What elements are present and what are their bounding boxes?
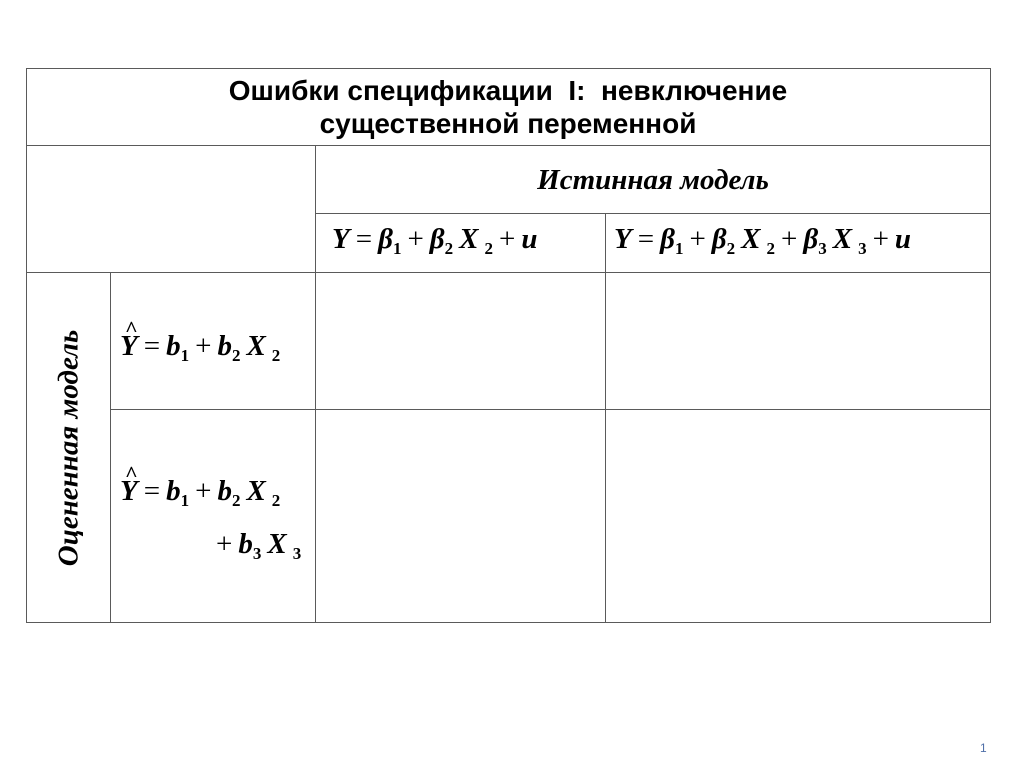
page-number: 1	[980, 741, 987, 755]
table-cell-empty	[316, 273, 605, 409]
table-border-right	[990, 68, 991, 623]
table-cell-empty	[606, 273, 990, 409]
true-model-formula-1: $Y = \beta_1 + \beta_2$ X $_2$ + u	[332, 223, 538, 258]
slide-title	[26, 69, 990, 145]
estimated-model-formula-2: ^ $Y = b_1 + b_2$ X $_2$	[120, 475, 280, 508]
table-cell-empty	[316, 410, 605, 622]
slide-title-line-2: существенной переменной	[319, 108, 697, 139]
estimated-model-formula-1: ^ $Y = b_1 + b_2$ X $_2$	[120, 330, 280, 363]
estimated-model-formula-2-continued: + $b_3$ X $_3$	[216, 528, 302, 563]
slide-title-line-1: Ошибки спецификации I: невключение	[228, 75, 788, 106]
formula-text: Y	[332, 223, 350, 255]
table-border-bottom	[26, 622, 991, 623]
true-model-header: Истинная модель	[537, 163, 769, 196]
table-cell-empty	[606, 410, 990, 622]
estimated-model-text: Оцененная модель	[52, 329, 85, 567]
estimated-model-label	[27, 273, 111, 622]
true-model-formula-2: $Y = \beta_1 + \beta_2$ X $_2 + \beta_3$ X $_3$ + u	[614, 223, 912, 258]
